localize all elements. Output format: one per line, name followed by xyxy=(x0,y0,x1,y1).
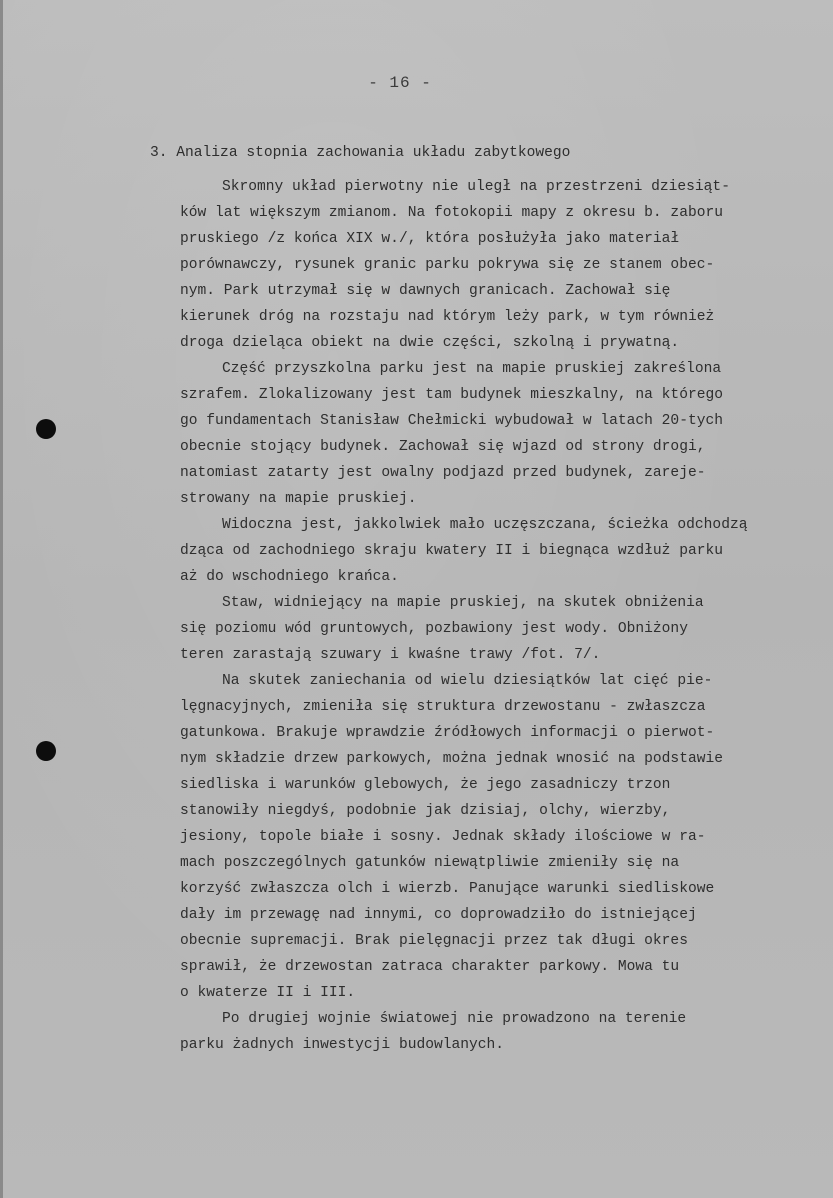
text-line: o kwaterze II i III. xyxy=(180,985,356,1001)
text-line: siedliska i warunków glebowych, że jego zasadniczy trzon xyxy=(180,777,671,793)
text-line: kierunek dróg na rozstaju nad którym leży park, w tym również xyxy=(180,309,715,325)
text-line: teren zarastają szuwary i kwaśne trawy /fot. 7/. xyxy=(180,647,601,663)
text-line: Część przyszkolna parku jest na mapie pruskiej zakreślona xyxy=(222,361,722,377)
text-line: mach poszczególnych gatunków niewątpliwie zmieniły się na xyxy=(180,855,680,871)
text-line: korzyść zwłaszcza olch i wierzb. Panujące warunki siedliskowe xyxy=(180,881,715,897)
text-line: Po drugiej wojnie światowej nie prowadzono na terenie xyxy=(222,1011,687,1027)
text-line: parku żadnych inwestycji budowlanych. xyxy=(180,1037,505,1053)
text-line: jesiony, topole białe i sosny. Jednak składy ilościowe w ra- xyxy=(180,829,706,845)
text-line: aż do wschodniego krańca. xyxy=(180,569,399,585)
text-line: droga dzieląca obiekt na dwie części, szkolną i prywatną. xyxy=(180,335,680,351)
punch-hole-icon xyxy=(36,419,56,439)
punch-hole-icon xyxy=(36,741,56,761)
page-edge xyxy=(0,0,3,1198)
text-line: Na skutek zaniechania od wielu dziesiątków lat cięć pie- xyxy=(222,673,713,689)
text-line: natomiast zatarty jest owalny podjazd przed budynek, zareje- xyxy=(180,465,706,481)
text-line: pruskiego /z końca XIX w./, która posłużyła jako materiał xyxy=(180,231,680,247)
text-line: strowany na mapie pruskiej. xyxy=(180,491,417,507)
text-line: dały im przewagę nad innymi, co doprowadziło do istniejącej xyxy=(180,907,697,923)
text-line: Staw, widniejący na mapie pruskiej, na skutek obniżenia xyxy=(222,595,704,611)
text-line: sprawił, że drzewostan zatraca charakter parkowy. Mowa tu xyxy=(180,959,680,975)
text-line: obecnie supremacji. Brak pielęgnacji przez tak długi okres xyxy=(180,933,688,949)
text-line: dząca od zachodniego skraju kwatery II i biegnąca wzdłuż parku xyxy=(180,543,723,559)
text-line: Skromny układ pierwotny nie uległ na przestrzeni dziesiąt- xyxy=(222,179,730,195)
text-line: go fundamentach Stanisław Chełmicki wybudował w latach 20-tych xyxy=(180,413,723,429)
text-line: nym. Park utrzymał się w dawnych granicach. Zachował się xyxy=(180,283,671,299)
section-heading: 3. Analiza stopnia zachowania układu zabytkowego xyxy=(150,145,571,161)
text-line: porównawczy, rysunek granic parku pokrywa się ze stanem obec- xyxy=(180,257,715,273)
text-line: Widoczna jest, jakkolwiek mało uczęszczana, ścieżka odchodzą xyxy=(222,517,748,533)
text-line: lęgnacyjnych, zmieniła się struktura drzewostanu - zwłaszcza xyxy=(180,699,706,715)
text-line: obecnie stojący budynek. Zachował się wjazd od strony drogi, xyxy=(180,439,706,455)
text-line: się poziomu wód gruntowych, pozbawiony jest wody. Obniżony xyxy=(180,621,688,637)
text-line: stanowiły niegdyś, podobnie jak dzisiaj, olchy, wierzby, xyxy=(180,803,671,819)
page-number: - 16 - xyxy=(368,74,432,92)
text-line: nym składzie drzew parkowych, można jednak wnosić na podstawie xyxy=(180,751,723,767)
text-line: gatunkowa. Brakuje wprawdzie źródłowych informacji o pierwot- xyxy=(180,725,715,741)
text-line: ków lat większym zmianom. Na fotokopii mapy z okresu b. zaboru xyxy=(180,205,723,221)
text-line: szrafem. Zlokalizowany jest tam budynek mieszkalny, na którego xyxy=(180,387,723,403)
